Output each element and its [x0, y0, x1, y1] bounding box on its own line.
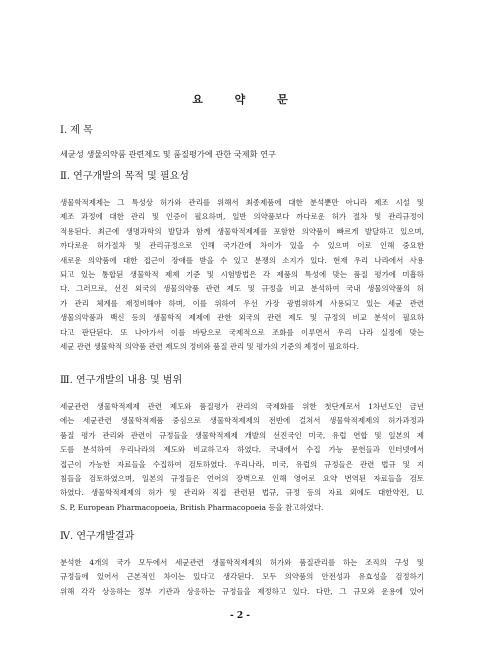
page-title: 요 약 문: [192, 93, 302, 106]
paragraph-line: 도를 분석하여 우리나라의 제도와 비교하고자 하였다. 국내에서 수집 가능 문헌들과 인터넷에서: [60, 445, 424, 455]
paragraph-line: 에는 세균관련 생물학적제품 중심으로 생물학적제제의 전반에 걸쳐서 생물학적제제의 허가과정과: [60, 416, 424, 426]
paragraph-line: 세균 관련 생물학적 의약품 관련 제도의 정비와 품질 관리 및 평가의 기준의 제정이 필요하다.: [60, 341, 359, 351]
paragraph-line: 위해 각각 상응하는 정부 기관과 상응하는 규정들을 제정하고 있다. 다만, 그 규모와 운용에 있어: [60, 586, 424, 596]
paragraph-line: S. P, European Pharmacopoeia, British Pharmacopoeia 등을 참고하였다.: [60, 502, 324, 512]
paragraph-line: 생물의약품과 백신 등의 생물학적 제제에 관한 외국의 관련 제도 및 규정의 비교 분석이 필요하: [60, 313, 424, 323]
page-number: - 2 -: [230, 611, 250, 621]
paragraph-line: 규정들에 있어서 근본적인 차이는 있다고 생각된다. 모두 의약품의 안전성과 유효성을 검정하기: [60, 572, 424, 582]
paragraph-line: 가 관리 체계를 재정비해야 하며, 이를 위하여 우선 가장 광범위하게 사용되고 있는 세균 관련: [60, 298, 424, 308]
section-1-text: 세균성 생물의약품 관련제도 및 품질평가에 관한 국제화 연구: [60, 149, 276, 159]
paragraph-line: 되고 있는 통합된 생물학적 제제 기준 및 시험방법은 각 제품의 특성에 맞는 품질 평가에 미흡하: [60, 269, 424, 279]
paragraph-line: 다. 그러므로, 선진 외국의 생물의약품 관련 제도 및 규정을 비교 분석하여 국내 생물의약품의 허: [60, 284, 424, 294]
section-2-paragraph: [60, 196, 424, 354]
paragraph-line: 생물학적제제는 그 특성상 허가와 관리를 위해서 최종제품에 대한 분석뿐만 아니라 제조 시설 및: [60, 198, 424, 207]
paragraph-line: 제조 과정에 대한 관리 및 인증이 필요하며, 일반 의약품보다 까다로운 허가 절차 및 관리규정이: [60, 212, 424, 222]
section-4-heading: Ⅳ. 연구개발결과: [60, 531, 135, 542]
paragraph-line: 침들을 검토하였으며, 일본의 규정들은 언어의 장벽으로 인해 영어로 요약 번역된 자료들을 검토: [60, 473, 424, 483]
section-3-paragraph: [60, 400, 424, 515]
paragraph-line: 새로운 의약품에 대한 접근이 장애를 받을 수 있고 분쟁의 소지가 있다. 현재 우리 나라에서 사용: [60, 255, 424, 265]
section-2-heading: Ⅱ. 연구개발의 목적 및 필요성: [60, 171, 189, 182]
paragraph-line: 다고 판단된다. 또 나아가서 이를 바탕으로 국제적으로 조화를 이루면서 우리 나라 실정에 맞는: [60, 327, 424, 337]
paragraph-line: 분석한 4개의 국가 모두에서 세균관련 생물학적제제의 허가와 품질관리를 하는 조직의 구성 및: [60, 558, 424, 567]
paragraph-line: 적용된다. 최근에 생명과학의 발달과 함께 생물학적제제를 포함한 의약품이 빠르게 발달하고 있으며,: [60, 226, 424, 236]
section-1-heading: Ⅰ. 제 목: [60, 125, 93, 136]
paragraph-line: 세균관련 생물학적제제 관련 제도와 품질평가 관리의 국제화를 위한 첫단계로서 1차년도인 금년: [60, 402, 424, 411]
section-4-paragraph: [60, 556, 424, 599]
section-3-heading: Ⅲ. 연구개발의 내용 및 범위: [60, 375, 183, 386]
paragraph-line: 품질 평가 관리와 관련이 규정들을 생물학적제제 개발의 선진국인 미국, 유럽 연합 및 일본의 제: [60, 430, 424, 440]
paragraph-line: 하였다. 생물학적제제의 허가 및 관리와 직접 관련된 법규, 규정 등의 자료 외에도 대한약전, U.: [60, 488, 424, 498]
paragraph-line: 접근이 가능한 자료들을 수집하여 검토하였다. 우리나라, 미국, 유럽의 규정들은 관련 법규 및 지: [60, 459, 424, 469]
paragraph-line: 까다로운 허가절차 및 관리규정으로 인해 국가간에 차이가 있을 수 있으며 이로 인해 중요한: [60, 241, 424, 251]
